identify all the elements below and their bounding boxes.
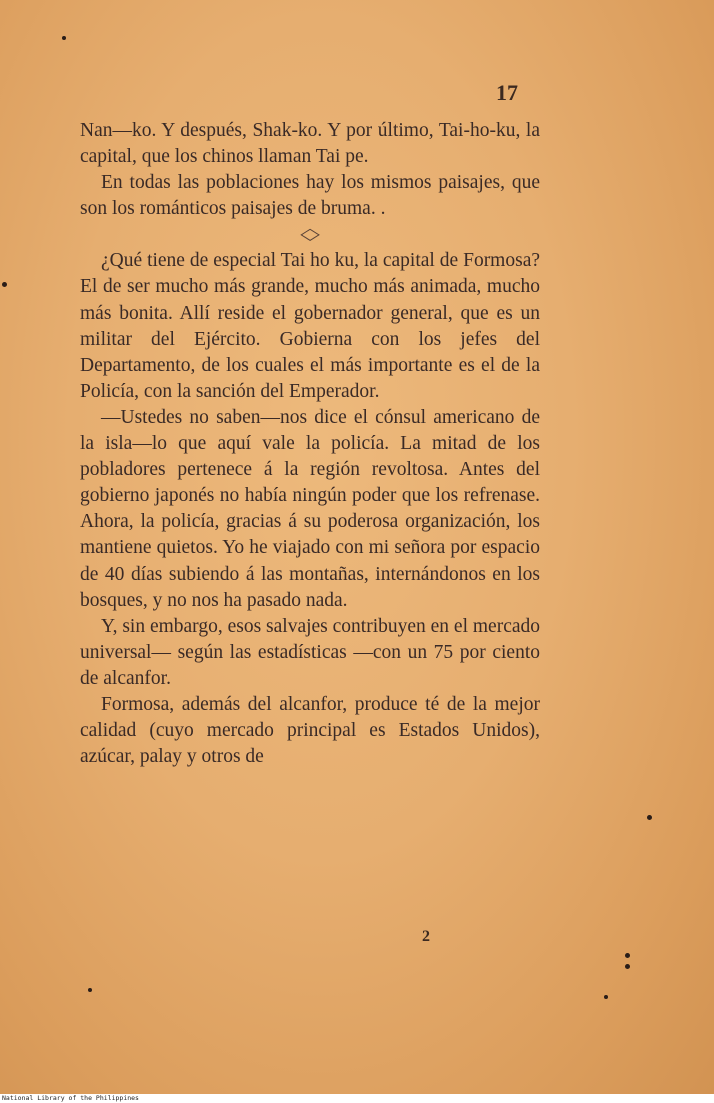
diamond-ornament-icon: ◇ [300,226,320,244]
body-text [80,118,540,770]
ink-speck [625,953,630,958]
paragraph: Y, sin embargo, esos salvajes contribuyen en el mercado universal— según las estadísticas —con un 75 por ciento de alcanfor. [80,615,540,689]
ink-speck [2,282,7,287]
paragraph: En todas las poblaciones hay los mismos paisajes, que son los románticos paisajes de bruma. . [80,172,540,220]
ink-speck [647,815,652,820]
ink-speck [62,36,66,40]
paragraph: Formosa, además del alcanfor, produce té de la mejor calidad (cuyo mercado principal es Estados Unidos), azúcar, palay y otros de [80,693,540,768]
paragraph: ¿Qué tiene de especial Tai ho ku, la capital de Formosa? El de ser mucho más grande, mucho más animada, mucho más bonita. Allí reside el gobernador general, que es un militar del Ejército. Gobierna con los jefes del Departamento, de los cuales el más importante es el de la Policía, con la sanción del Emperador. [80,250,540,402]
signature-mark: 2 [422,928,430,945]
library-credit: National Library of the Philippines [2,1094,139,1102]
ink-speck [625,964,630,969]
ink-speck [88,988,92,992]
section-separator [80,222,540,248]
page-number: 17 [496,80,518,105]
paragraph: —Ustedes no saben—nos dice el cónsul americano de la isla—lo que aquí vale la policía. La mitad de los pobladores pertenece á la región revoltosa. Antes del gobierno japonés no había ningún poder que los refrenase. Ahora, la policía, gracias á su poderosa organización, los mantiene quietos. Yo he viajado con mi señora por espacio de 40 días subiendo á las montañas, internándonos en los bosques, y no nos ha pasado nada. [80,406,540,611]
paragraph: Nan—ko. Y después, Shak-ko. Y por último, Tai-ho-ku, la capital, que los chinos llaman Tai pe. [80,120,540,168]
footer-strip [0,1094,714,1103]
ink-speck [604,995,608,999]
